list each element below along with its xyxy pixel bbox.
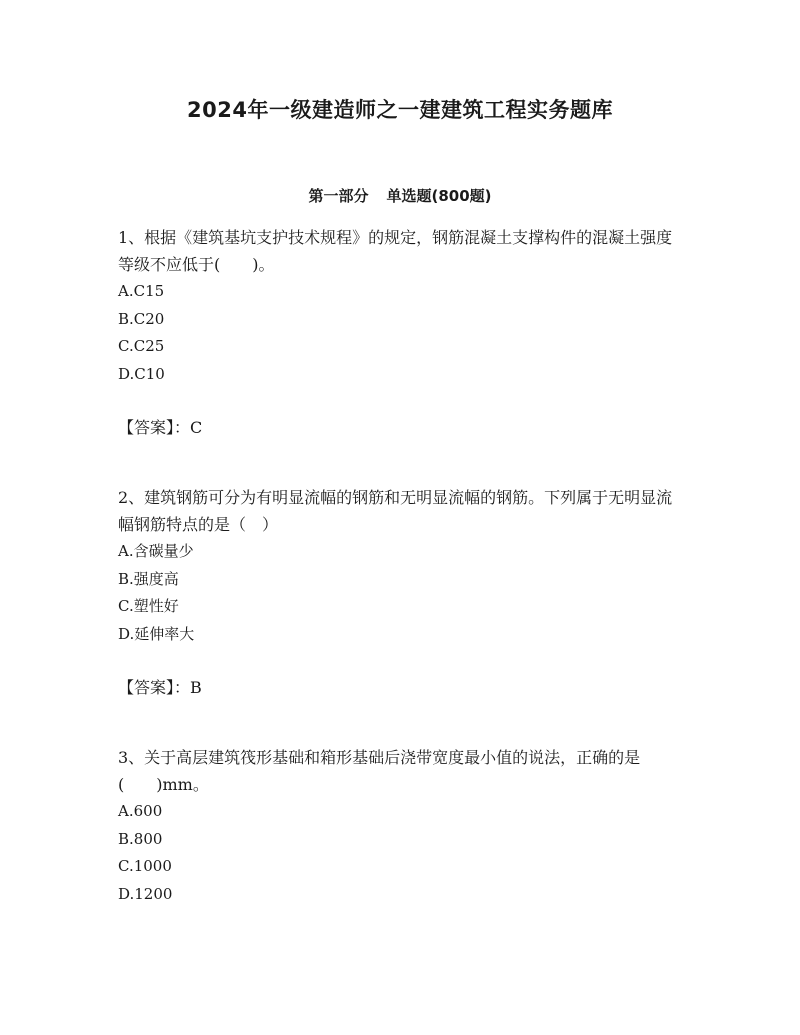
option-b: B.800: [118, 829, 163, 848]
section-part: 第一部分: [308, 187, 369, 205]
question-stem: 2、建筑钢筋可分为有明显流幅的钢筋和无明显流幅的钢筋。下列属于无明显流幅钢筋特点的是（ ）: [118, 488, 673, 534]
question-stem: 1、根据《建筑基坑支护技术规程》的规定，钢筋混凝土支撑构件的混凝土强度等级不应低于( )。: [118, 228, 673, 274]
option-list: [118, 278, 688, 388]
option-d: D.C10: [118, 364, 165, 383]
option-a: A.含碳量少: [118, 542, 194, 560]
option-list: [118, 798, 688, 908]
answer-value: B: [190, 678, 202, 697]
answer-value: C: [190, 418, 203, 437]
option-d: D.延伸率大: [118, 624, 195, 643]
option-d: D.1200: [118, 884, 173, 903]
answer-line: [118, 414, 688, 441]
section-name: 单选题(800题): [386, 187, 492, 205]
document-title: 2024年一级建造师之一建建筑工程实务题库: [187, 98, 613, 122]
question-3: [118, 744, 688, 908]
section-title: [0, 185, 800, 206]
question-list: [118, 224, 688, 908]
question-2: [118, 484, 688, 701]
option-c: C.塑性好: [118, 597, 179, 615]
option-a: A.600: [118, 802, 163, 820]
question-1: [118, 224, 688, 441]
option-b: B.强度高: [118, 569, 179, 588]
answer-line: [118, 674, 688, 701]
option-a: A.C15: [118, 282, 165, 300]
answer-label: 【答案】：: [118, 678, 191, 697]
option-list: [118, 538, 688, 648]
answer-label: 【答案】：: [118, 418, 191, 437]
option-b: B.C20: [118, 309, 165, 328]
option-c: C.1000: [118, 857, 172, 875]
question-stem: 3、关于高层建筑筏形基础和箱形基础后浇带宽度最小值的说法，正确的是( )mm。: [118, 748, 641, 794]
option-c: C.C25: [118, 337, 165, 355]
